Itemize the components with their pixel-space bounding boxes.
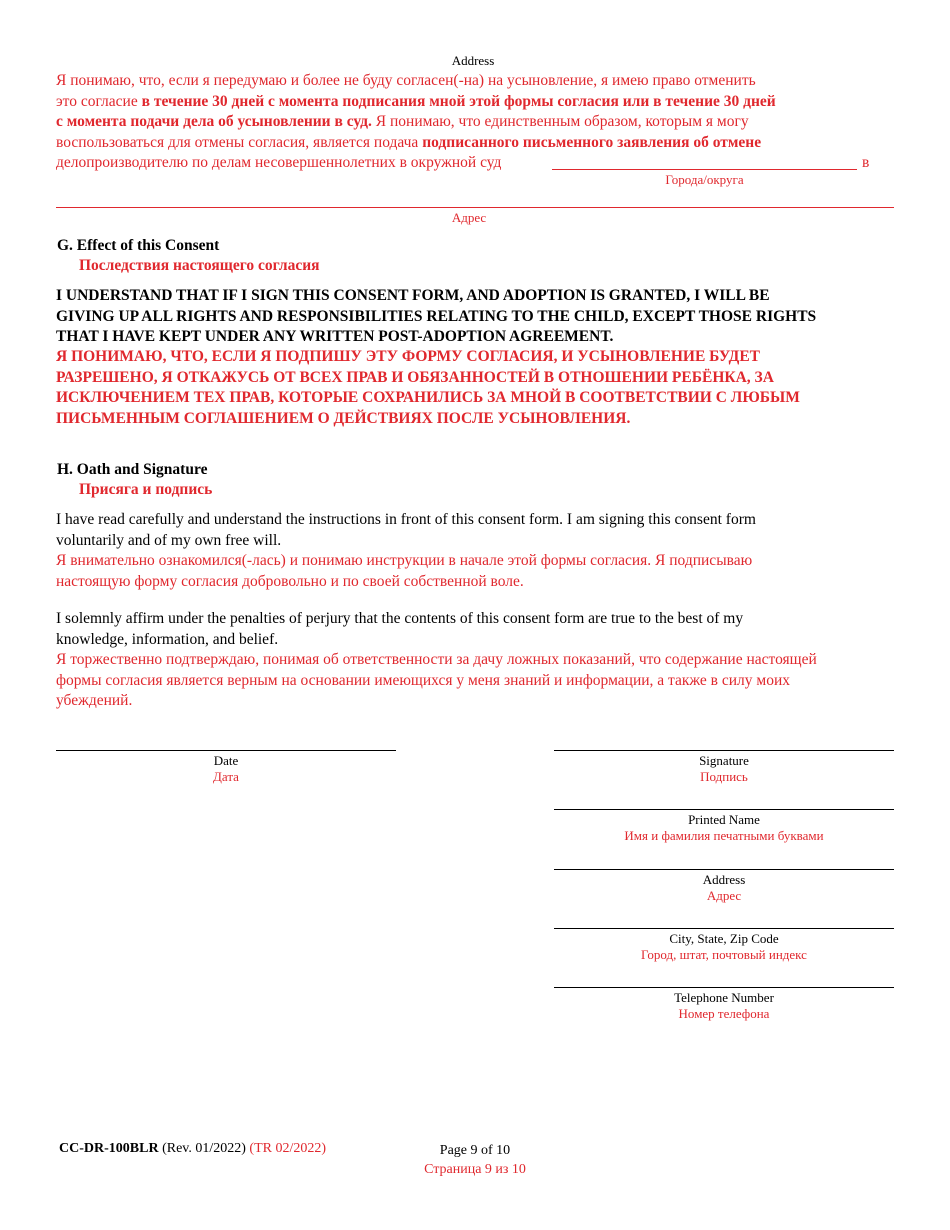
revocation-line-4: воспользоваться для отмены согласия, является подача подписанного письменного заявления об отмене (56, 133, 762, 151)
signature-label-ru: Подпись (700, 769, 748, 784)
city-state-zip-field[interactable] (554, 928, 894, 929)
oath-p1-en-line: voluntarily and of my own free will. (56, 531, 282, 549)
oath-p2-ru-line: убеждений. (56, 692, 133, 709)
section-g-body-ru (56, 347, 916, 429)
address-label-ru: Адрес (451, 210, 487, 225)
section-g-title: G. Effect of this Consent (57, 237, 220, 254)
city-block (554, 928, 894, 963)
printed-name-field[interactable] (554, 809, 894, 810)
date-field-block (56, 750, 396, 785)
address-field[interactable] (56, 207, 894, 208)
oath-paragraph-2-ru (56, 650, 916, 712)
oath-p2-en-line: I solemnly affirm under the penalties of perjury that the contents of this consent form are true to the best of my (56, 610, 744, 627)
form-revision: (Rev. 01/2022) (158, 1141, 250, 1156)
signer-address-label-ru: Адрес (706, 888, 742, 903)
oath-p2-ru-line: формы согласия является верным на основании имеющихся у меня знаний и информации, а также в силу моих (56, 671, 791, 689)
page-number-en: Page 9 of 10 (439, 1143, 511, 1158)
signature-field[interactable] (554, 750, 894, 751)
printed-name-label: Printed Name (688, 812, 760, 827)
page-number-ru: Страница 9 из 10 (424, 1162, 526, 1177)
section-g-en-line: I UNDERSTAND THAT IF I SIGN THIS CONSENT FORM, AND ADOPTION IS GRANTED, I WILL BE (56, 287, 770, 304)
address-block (554, 869, 894, 904)
section-g-ru-line: Я ПОНИМАЮ, ЧТО, ЕСЛИ Я ПОДПИШУ ЭТУ ФОРМУ СОГЛАСИЯ, И УСЫНОВЛЕНИЕ БУДЕТ (56, 348, 761, 365)
revocation-line-5: делопроизводителю по делам несовершеннолетних в окружной суд (56, 154, 502, 171)
signature-label: Signature (699, 753, 749, 768)
section-g-en-line: GIVING UP ALL RIGHTS AND RESPONSIBILITIES RELATING TO THE CHILD, EXCEPT THOSE RIGHTS (56, 307, 817, 325)
signer-address-label: Address (702, 872, 746, 887)
top-address-label: Address (451, 53, 495, 68)
section-g-title-ru: Последствия настоящего согласия (79, 257, 320, 274)
signer-address-field[interactable] (554, 869, 894, 870)
section-g-ru-line: ИСКЛЮЧЕНИЕМ ТЕХ ПРАВ, КОТОРЫЕ СОХРАНИЛИСЬ ЗА МНОЙ В СООТВЕТСТВИИ С ЛЮБЫМ (56, 389, 800, 406)
section-g-ru-line: РАЗРЕШЕНО, Я ОТКАЖУСЬ ОТ ВСЕХ ПРАВ И ОБЯЗАННОСТЕЙ В ОТНОШЕНИИ РЕБЁНКА, ЗА (56, 368, 774, 386)
oath-p2-en-line: knowledge, information, and belief. (56, 630, 279, 648)
section-h-title-ru: Присяга и подпись (79, 481, 213, 498)
section-h-title: H. Oath and Signature (57, 461, 208, 478)
form-translation-revision: (TR 02/2022) (249, 1141, 327, 1156)
oath-paragraph-1-en (56, 510, 916, 551)
date-label-ru: Дата (213, 769, 239, 784)
printed-name-block (554, 809, 894, 844)
form-id (59, 1140, 326, 1157)
oath-p1-ru-line: настоящую форму согласия добровольно и по своей собственной воле. (56, 572, 524, 590)
oath-p1-ru-line: Я внимательно ознакомился(-лась) и понимаю инструкции в начале этой формы согласия. Я подписываю (56, 552, 753, 569)
revocation-paragraph (56, 71, 916, 174)
telephone-label: Telephone Number (674, 990, 774, 1005)
oath-p1-en-line: I have read carefully and understand the instructions in front of this consent form. I am signing this consent form (56, 511, 756, 528)
city-state-zip-label-ru: Город, штат, почтовый индекс (641, 947, 807, 962)
phone-block (554, 987, 894, 1022)
revocation-line-1: Я понимаю, что, если я передумаю и более не буду согласен(-на) на усыновление, я имею право отменить (56, 72, 756, 89)
revocation-line-5-end: в (862, 154, 870, 171)
signature-block (554, 750, 894, 785)
revocation-line-2: это согласие в течение 30 дней с момента подписания мной этой формы согласия или в течение 30 дней (56, 92, 776, 110)
form-number: CC-DR-100BLR (59, 1141, 159, 1156)
section-g-ru-line: ПИСЬМЕННЫМ СОГЛАШЕНИЕМ О ДЕЙСТВИЯХ ПОСЛЕ УСЫНОВЛЕНИЯ. (56, 409, 631, 427)
page-number (375, 1141, 575, 1179)
city-county-label: Города/округа (665, 172, 744, 187)
oath-paragraph-2-en (56, 609, 916, 650)
county-court-field[interactable] (552, 169, 857, 170)
section-g-en-line: THAT I HAVE KEPT UNDER ANY WRITTEN POST-ADOPTION AGREEMENT. (56, 328, 614, 345)
oath-paragraph-1-ru (56, 551, 916, 592)
revocation-line-3: с момента подачи дела об усыновлении в суд. Я понимаю, что единственным образом, которым я могу (56, 113, 749, 130)
date-label: Date (213, 753, 239, 768)
printed-name-label-ru: Имя и фамилия печатными буквами (624, 828, 824, 843)
section-g-body-en (56, 286, 916, 348)
oath-p2-ru-line: Я торжественно подтверждаю, понимая об ответственности за дачу ложных показаний, что содержание настоящей (56, 651, 817, 668)
telephone-field[interactable] (554, 987, 894, 988)
telephone-label-ru: Номер телефона (678, 1006, 770, 1021)
city-state-zip-label: City, State, Zip Code (669, 931, 779, 946)
date-field[interactable] (56, 750, 396, 751)
